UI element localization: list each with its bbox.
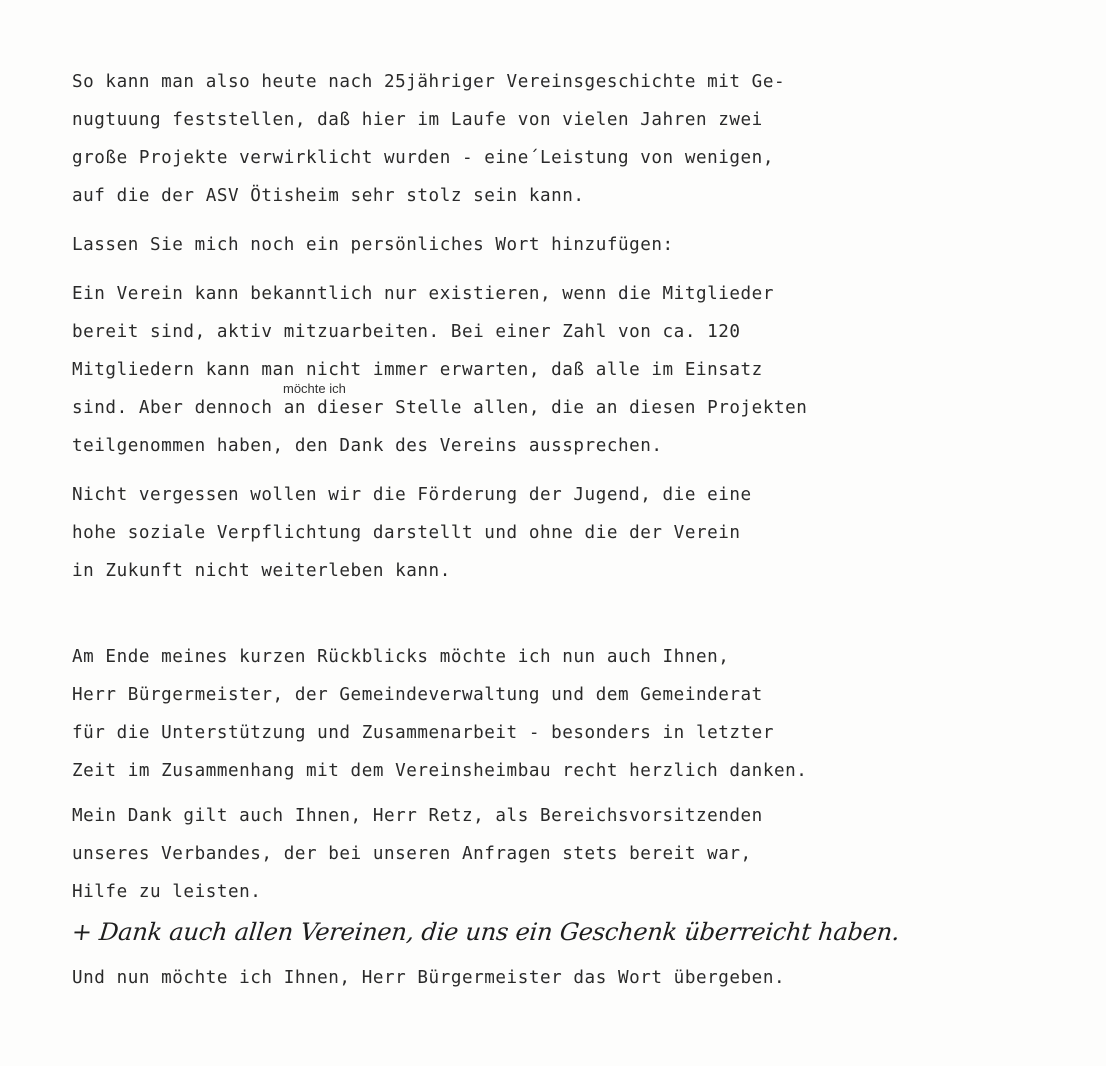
text-line: Am Ende meines kurzen Rückblicks möchte ich nun auch Ihnen,: [72, 647, 730, 667]
text-line: Nicht vergessen wollen wir die Förderung der Jugend, die eine: [72, 485, 752, 505]
text-line: unseres Verbandes, der bei unseren Anfragen stets bereit war,: [72, 844, 752, 864]
text-line: große Projekte verwirklicht wurden - eine´Leistung von wenigen,: [72, 148, 774, 168]
text-line: sind. Aber dennoch an dieser Stelle allen, die an diesen Projekten: [72, 398, 808, 418]
text-line: So kann man also heute nach 25jähriger Vereinsgeschichte mit Ge-: [72, 72, 786, 92]
text-line: Ein Verein kann bekanntlich nur existieren, wenn die Mitglieder: [72, 284, 774, 304]
text-line: nugtuung feststellen, daß hier im Laufe von vielen Jahren zwei: [72, 110, 763, 130]
text-line: Lassen Sie mich noch ein persönliches Wort hinzufügen:: [72, 235, 674, 255]
text-line: für die Unterstützung und Zusammenarbeit - besonders in letzter: [72, 723, 774, 743]
text-line: Hilfe zu leisten.: [72, 882, 262, 902]
text-line: Und nun möchte ich Ihnen, Herr Bürgermeister das Wort übergeben.: [72, 968, 786, 988]
text-line: in Zukunft nicht weiterleben kann.: [72, 561, 451, 581]
text-line: Mein Dank gilt auch Ihnen, Herr Retz, als Bereichsvorsitzenden: [72, 806, 763, 826]
handwritten-note: + Dank auch allen Vereinen, die uns ein Geschenk überreicht haben.: [70, 918, 902, 946]
text-line: bereit sind, aktiv mitzuarbeiten. Bei einer Zahl von ca. 120: [72, 322, 741, 342]
inserted-words: möchte ich: [283, 381, 346, 396]
text-line: teilgenommen haben, den Dank des Vereins aussprechen.: [72, 436, 663, 456]
text-line: Herr Bürgermeister, der Gemeindeverwaltung und dem Gemeinderat: [72, 685, 763, 705]
text-line: hohe soziale Verpflichtung darstellt und ohne die der Verein: [72, 523, 741, 543]
text-line: Zeit im Zusammenhang mit dem Vereinsheimbau recht herzlich danken.: [72, 761, 808, 781]
text-line: Mitgliedern kann man nicht immer erwarten, daß alle im Einsatz: [72, 360, 763, 380]
text-line: auf die der ASV Ötisheim sehr stolz sein kann.: [72, 186, 585, 206]
